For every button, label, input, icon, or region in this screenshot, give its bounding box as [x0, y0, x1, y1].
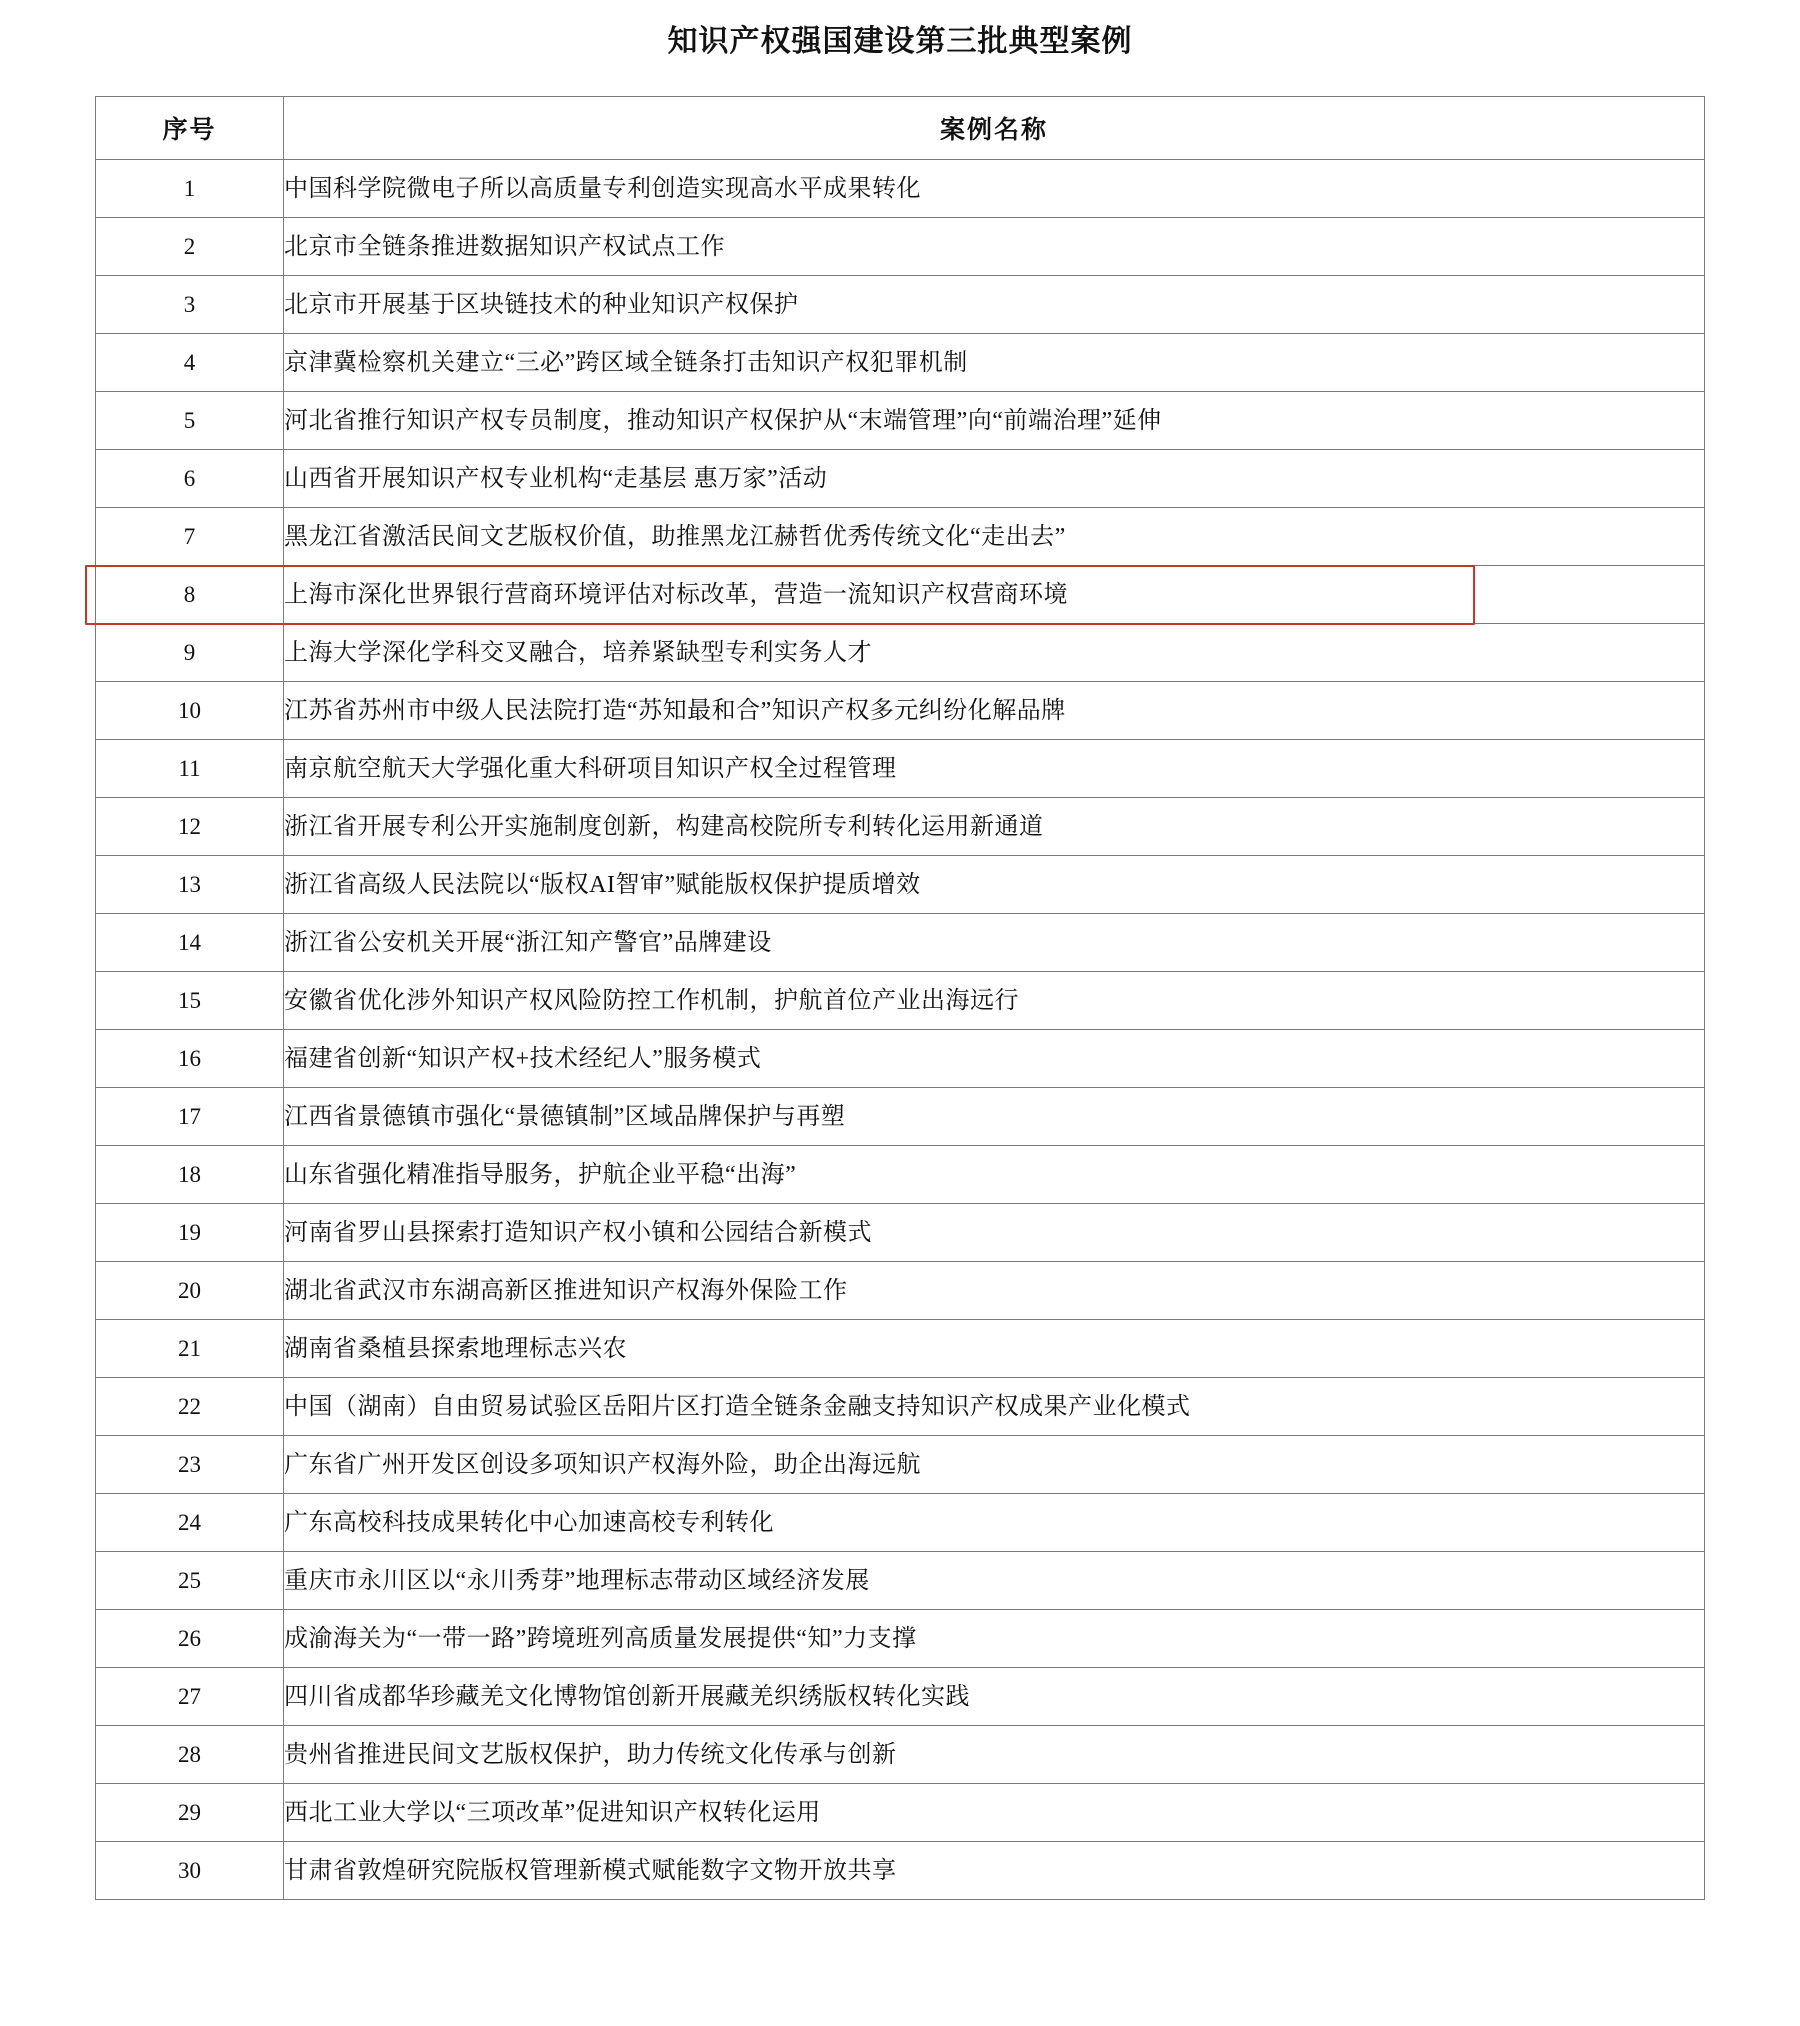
cell-case-name: 中国（湖南）自由贸易试验区岳阳片区打造全链条金融支持知识产权成果产业化模式 — [284, 1378, 1705, 1436]
cell-case-name: 河南省罗山县探索打造知识产权小镇和公园结合新模式 — [284, 1204, 1705, 1262]
cell-index: 28 — [96, 1726, 284, 1784]
cell-index: 16 — [96, 1030, 284, 1088]
cell-case-name: 福建省创新“知识产权+技术经纪人”服务模式 — [284, 1030, 1705, 1088]
cell-case-name: 重庆市永川区以“永川秀芽”地理标志带动区域经济发展 — [284, 1552, 1705, 1610]
table-row — [96, 972, 1705, 1030]
cell-case-name: 北京市开展基于区块链技术的种业知识产权保护 — [284, 276, 1705, 334]
cell-case-name: 上海大学深化学科交叉融合，培养紧缺型专利实务人才 — [284, 624, 1705, 682]
table-row — [96, 1610, 1705, 1668]
cell-index: 18 — [96, 1146, 284, 1204]
table-row — [96, 450, 1705, 508]
cell-index: 29 — [96, 1784, 284, 1842]
cell-case-name: 江西省景德镇市强化“景德镇制”区域品牌保护与再塑 — [284, 1088, 1705, 1146]
cell-case-name: 黑龙江省激活民间文艺版权价值，助推黑龙江赫哲优秀传统文化“走出去” — [284, 508, 1705, 566]
table-row — [96, 914, 1705, 972]
table-row — [96, 1030, 1705, 1088]
cell-case-name: 四川省成都华珍藏羌文化博物馆创新开展藏羌织绣版权转化实践 — [284, 1668, 1705, 1726]
cell-case-name: 成渝海关为“一带一路”跨境班列高质量发展提供“知”力支撑 — [284, 1610, 1705, 1668]
cell-case-name: 京津冀检察机关建立“三必”跨区域全链条打击知识产权犯罪机制 — [284, 334, 1705, 392]
cell-case-name: 湖北省武汉市东湖高新区推进知识产权海外保险工作 — [284, 1262, 1705, 1320]
page-title: 知识产权强国建设第三批典型案例 — [667, 25, 1133, 58]
table-header — [96, 97, 1705, 160]
table-row — [96, 276, 1705, 334]
cell-index: 27 — [96, 1668, 284, 1726]
cell-index: 9 — [96, 624, 284, 682]
cell-index: 19 — [96, 1204, 284, 1262]
table-row — [96, 218, 1705, 276]
table-row — [96, 1668, 1705, 1726]
cell-case-name: 安徽省优化涉外知识产权风险防控工作机制，护航首位产业出海远行 — [284, 972, 1705, 1030]
table-row — [96, 1436, 1705, 1494]
table-row — [96, 1842, 1705, 1900]
column-header-index: 序号 — [96, 97, 284, 160]
cell-case-name: 湖南省桑植县探索地理标志兴农 — [284, 1320, 1705, 1378]
table-row — [96, 566, 1705, 624]
cell-case-name: 广东高校科技成果转化中心加速高校专利转化 — [284, 1494, 1705, 1552]
table-row — [96, 160, 1705, 218]
cell-case-name: 贵州省推进民间文艺版权保护，助力传统文化传承与创新 — [284, 1726, 1705, 1784]
table-row — [96, 508, 1705, 566]
cell-case-name: 北京市全链条推进数据知识产权试点工作 — [284, 218, 1705, 276]
cell-index: 30 — [96, 1842, 284, 1900]
table-row — [96, 856, 1705, 914]
table-body — [96, 160, 1705, 1900]
table-row — [96, 1320, 1705, 1378]
cell-index: 14 — [96, 914, 284, 972]
table-row — [96, 1494, 1705, 1552]
cell-index: 5 — [96, 392, 284, 450]
cell-case-name: 浙江省高级人民法院以“版权AI智审”赋能版权保护提质增效 — [284, 856, 1705, 914]
cell-index: 3 — [96, 276, 284, 334]
table-row — [96, 1552, 1705, 1610]
cell-index: 22 — [96, 1378, 284, 1436]
cell-case-name: 中国科学院微电子所以高质量专利创造实现高水平成果转化 — [284, 160, 1705, 218]
table-row — [96, 624, 1705, 682]
table-row — [96, 1726, 1705, 1784]
cell-index: 26 — [96, 1610, 284, 1668]
cell-index: 12 — [96, 798, 284, 856]
cell-index: 7 — [96, 508, 284, 566]
cell-index: 8 — [96, 566, 284, 624]
case-table — [95, 96, 1705, 1900]
table-row — [96, 392, 1705, 450]
cell-index: 2 — [96, 218, 284, 276]
cell-case-name: 浙江省开展专利公开实施制度创新，构建高校院所专利转化运用新通道 — [284, 798, 1705, 856]
cell-index: 13 — [96, 856, 284, 914]
table-row — [96, 1262, 1705, 1320]
table-row — [96, 1146, 1705, 1204]
cell-index: 11 — [96, 740, 284, 798]
cell-index: 25 — [96, 1552, 284, 1610]
cell-index: 17 — [96, 1088, 284, 1146]
case-table-container — [95, 96, 1705, 1900]
cell-index: 10 — [96, 682, 284, 740]
cell-case-name: 河北省推行知识产权专员制度，推动知识产权保护从“末端管理”向“前端治理”延伸 — [284, 392, 1705, 450]
cell-case-name: 西北工业大学以“三项改革”促进知识产权转化运用 — [284, 1784, 1705, 1842]
table-row — [96, 334, 1705, 392]
cell-case-name: 南京航空航天大学强化重大科研项目知识产权全过程管理 — [284, 740, 1705, 798]
cell-index: 21 — [96, 1320, 284, 1378]
cell-case-name: 江苏省苏州市中级人民法院打造“苏知最和合”知识产权多元纠纷化解品牌 — [284, 682, 1705, 740]
cell-index: 23 — [96, 1436, 284, 1494]
cell-index: 1 — [96, 160, 284, 218]
cell-index: 15 — [96, 972, 284, 1030]
cell-case-name: 浙江省公安机关开展“浙江知产警官”品牌建设 — [284, 914, 1705, 972]
cell-index: 20 — [96, 1262, 284, 1320]
table-row — [96, 1088, 1705, 1146]
cell-case-name: 广东省广州开发区创设多项知识产权海外险，助企出海远航 — [284, 1436, 1705, 1494]
cell-case-name: 甘肃省敦煌研究院版权管理新模式赋能数字文物开放共享 — [284, 1842, 1705, 1900]
table-header-row — [96, 97, 1705, 160]
cell-case-name: 山东省强化精准指导服务，护航企业平稳“出海” — [284, 1146, 1705, 1204]
table-row — [96, 740, 1705, 798]
table-row — [96, 1204, 1705, 1262]
cell-index: 24 — [96, 1494, 284, 1552]
table-row — [96, 798, 1705, 856]
table-row — [96, 1378, 1705, 1436]
cell-index: 6 — [96, 450, 284, 508]
cell-case-name: 上海市深化世界银行营商环境评估对标改革，营造一流知识产权营商环境 — [284, 566, 1705, 624]
cell-case-name: 山西省开展知识产权专业机构“走基层 惠万家”活动 — [284, 450, 1705, 508]
cell-index: 4 — [96, 334, 284, 392]
column-header-name: 案例名称 — [284, 97, 1705, 160]
table-row — [96, 1784, 1705, 1842]
table-row — [96, 682, 1705, 740]
